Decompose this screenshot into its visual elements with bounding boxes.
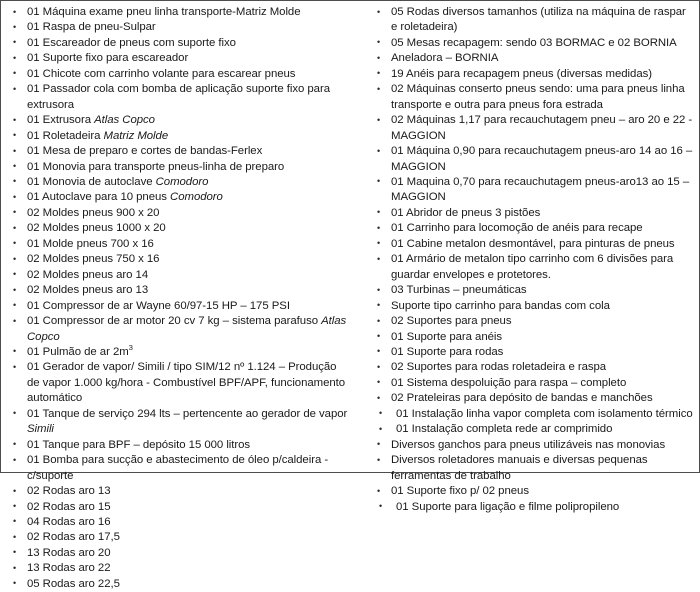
list-item: • 01 Compressor de ar motor 20 cv 7 kg – sistema parafuso Atlas Copco bbox=[7, 314, 351, 345]
superscript: 3 bbox=[128, 343, 133, 353]
list-item: • 13 Rodas aro 22 bbox=[7, 561, 351, 576]
list-item: • 01 Mesa de preparo e cortes de bandas-Ferlex bbox=[7, 144, 351, 159]
left-column bbox=[1, 1, 353, 590]
list-item: • 01 Bomba para sucção e abastecimento de óleo p/caldeira - c/suporte bbox=[7, 453, 351, 484]
list-item: • 01 Suporte fixo para escareador bbox=[7, 51, 351, 66]
list-item: • 01 Gerador de vapor/ Simili / tipo SIM/12 nº 1.124 – Produção de vapor 1.000 kg/hora - Combustível BPF/APF, funcionamento automático bbox=[7, 360, 351, 406]
list-item: • 01 Compressor de ar Wayne 60/97-15 HP – 175 PSI bbox=[7, 299, 351, 314]
list-item: • 05 Rodas aro 22,5 bbox=[7, 577, 351, 592]
list-item: • 01 Instalação linha vapor completa com isolamento térmico bbox=[371, 407, 695, 422]
list-item: • 01 Instalação completa rede ar comprimido bbox=[371, 422, 695, 437]
list-item: • 01 Máquina 0,90 para recauchutagem pneus-aro 14 ao 16 – MAGGION bbox=[371, 144, 695, 175]
list-item: • 02 Máquinas conserto pneus sendo: uma para pneus linha transporte e outra para pneus fora estrada bbox=[371, 82, 695, 113]
list-item: • 02 Suportes para rodas roletadeira e raspa bbox=[371, 360, 695, 375]
list-item: • 02 Suportes para pneus bbox=[371, 314, 695, 329]
list-item: • 01 Cabine metalon desmontável, para pinturas de pneus bbox=[371, 237, 695, 252]
list-item: • 01 Passador cola com bomba de aplicação suporte fixo para extrusora bbox=[7, 82, 351, 113]
list-item: • 01 Abridor de pneus 3 pistões bbox=[371, 206, 695, 221]
list-item: • 01 Suporte fixo p/ 02 pneus bbox=[371, 484, 695, 499]
italic-term: Atlas Copco bbox=[27, 315, 347, 343]
list-item: • 01 Suporte para anéis bbox=[371, 330, 695, 345]
list-item: • 01 Tanque de serviço 294 lts – pertencente ao gerador de vapor Simili bbox=[7, 407, 351, 438]
list-item: • 02 Moldes pneus 900 x 20 bbox=[7, 206, 351, 221]
list-item: • 05 Rodas diversos tamanhos (utiliza na máquina de raspar e roletadeira) bbox=[371, 5, 695, 36]
list-item: • Aneladora – BORNIA bbox=[371, 51, 695, 66]
list-item: • 05 Mesas recapagem: sendo 03 BORMAC e 02 BORNIA bbox=[371, 36, 695, 51]
list-item: • 02 Rodas aro 13 bbox=[7, 484, 351, 499]
list-item: • 01 Roletadeira Matriz Molde bbox=[7, 129, 351, 144]
list-item: • 01 Extrusora Atlas Copco bbox=[7, 113, 351, 128]
list-item: • 02 Máquinas 1,17 para recauchutagem pneu – aro 20 e 22 - MAGGION bbox=[371, 113, 695, 144]
list-item: • 01 Chicote com carrinho volante para escarear pneus bbox=[7, 67, 351, 82]
list-item: • 01 Monovia para transporte pneus-linha de preparo bbox=[7, 160, 351, 175]
list-item: • 02 Moldes pneus 750 x 16 bbox=[7, 252, 351, 267]
list-item: • 01 Raspa de pneu-Sulpar bbox=[7, 20, 351, 35]
italic-term: Comodoro bbox=[155, 175, 209, 188]
list-item: • 02 Prateleiras para depósito de bandas e manchões bbox=[371, 391, 695, 406]
list-item: • 01 Sistema despoluição para raspa – completo bbox=[371, 376, 695, 391]
list-item: • 01 Escareador de pneus com suporte fixo bbox=[7, 36, 351, 51]
list-item: • 01 Máquina exame pneu linha transporte-Matriz Molde bbox=[7, 5, 351, 20]
list-item: • 03 Turbinas – pneumáticas bbox=[371, 283, 695, 298]
list-item: • Diversos roletadores manuais e diversas pequenas ferramentas de trabalho bbox=[371, 453, 695, 484]
list-item: • 01 Maquina 0,70 para recauchutagem pneus-aro13 ao 15 – MAGGION bbox=[371, 175, 695, 206]
list-item: • 02 Rodas aro 15 bbox=[7, 500, 351, 515]
list-item: • 19 Anéis para recapagem pneus (diversas medidas) bbox=[371, 67, 695, 82]
list-item: • 01 Autoclave para 10 pneus Comodoro bbox=[7, 190, 351, 205]
list-item: • 01 Suporte para ligação e filme polipropileno bbox=[371, 500, 695, 515]
list-item: • 02 Moldes pneus aro 13 bbox=[7, 283, 351, 298]
left-column-list bbox=[7, 5, 351, 592]
list-item: • 01 Molde pneus 700 x 16 bbox=[7, 237, 351, 252]
right-column bbox=[353, 1, 699, 513]
list-item: • 01 Pulmão de ar $2m^3$ bbox=[7, 345, 351, 360]
list-item: • Suporte tipo carrinho para bandas com cola bbox=[371, 299, 695, 314]
list-item: • 01 Carrinho para locomoção de anéis para recape bbox=[371, 221, 695, 236]
list-item: • 01 Armário de metalon tipo carrinho com 6 divisões para guardar envelopes e protetores. bbox=[371, 252, 695, 283]
list-item: • 02 Moldes pneus aro 14 bbox=[7, 268, 351, 283]
list-item: • 13 Rodas aro 20 bbox=[7, 546, 351, 561]
list-item: • 04 Rodas aro 16 bbox=[7, 515, 351, 530]
list-item: • 01 Monovia de autoclave Comodoro bbox=[7, 175, 351, 190]
list-item: • Diversos ganchos para pneus utilizáveis nas monovias bbox=[371, 438, 695, 453]
right-column-list bbox=[371, 5, 695, 515]
list-item: • 01 Suporte para rodas bbox=[371, 345, 695, 360]
italic-term: Comodoro bbox=[170, 191, 223, 204]
italic-term: Matriz Molde bbox=[103, 129, 169, 142]
list-item: • 01 Tanque para BPF – depósito 15 000 litros bbox=[7, 438, 351, 453]
list-item: • 02 Moldes pneus 1000 x 20 bbox=[7, 221, 351, 236]
italic-term: Simili bbox=[27, 423, 54, 436]
italic-term: Atlas Copco bbox=[94, 114, 155, 127]
list-item: • 02 Rodas aro 17,5 bbox=[7, 530, 351, 545]
